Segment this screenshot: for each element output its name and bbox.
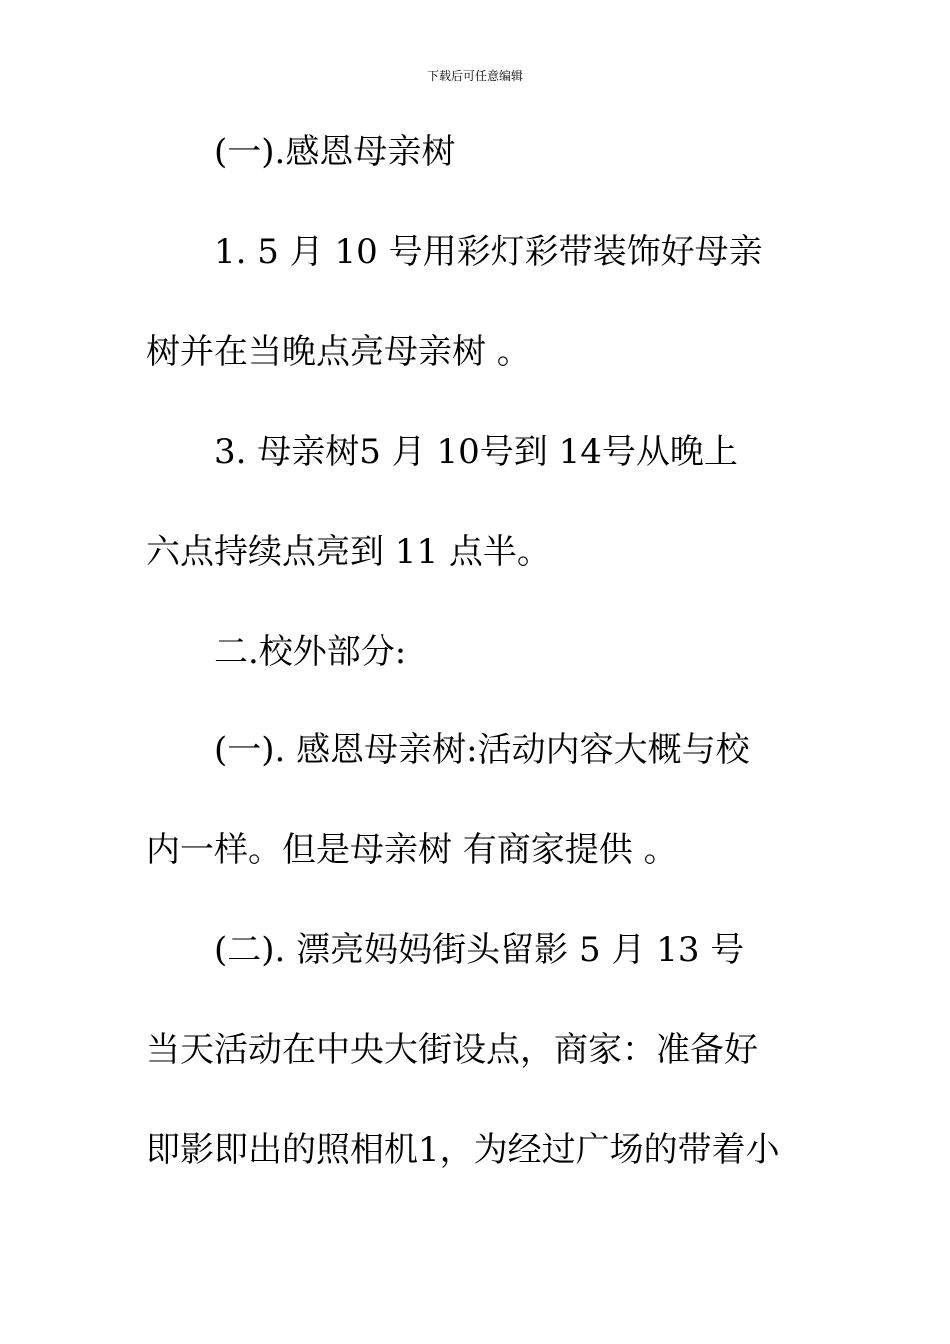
- text-line-5: 六点持续点亮到 11 点半。: [146, 532, 551, 572]
- page-header: 下载后可任意编辑: [426, 69, 523, 83]
- text-line-9: (二). 漂亮妈妈街头留影 5 月 13 号: [214, 930, 745, 970]
- text-line-3: 树并在当晚点亮母亲树 。: [146, 332, 531, 372]
- text-line-7: (一). 感恩母亲树:活动内容大概与校: [214, 730, 750, 770]
- text-line-11: 即影即出的照相机1，为经过广场的带着小: [146, 1130, 780, 1170]
- text-line-6: 二.校外部分:: [214, 632, 407, 672]
- text-line-1: (一).感恩母亲树: [214, 132, 456, 172]
- text-line-2: 1. 5 月 10 号用彩灯彩带装饰好母亲: [214, 232, 763, 272]
- text-line-4: 3. 母亲树5 月 10号到 14号从晚上: [214, 432, 738, 472]
- text-line-8: 内一样。但是母亲树 有商家提供 。: [146, 830, 678, 870]
- text-line-10: 当天活动在中央大街设点，商家：准备好: [146, 1030, 758, 1070]
